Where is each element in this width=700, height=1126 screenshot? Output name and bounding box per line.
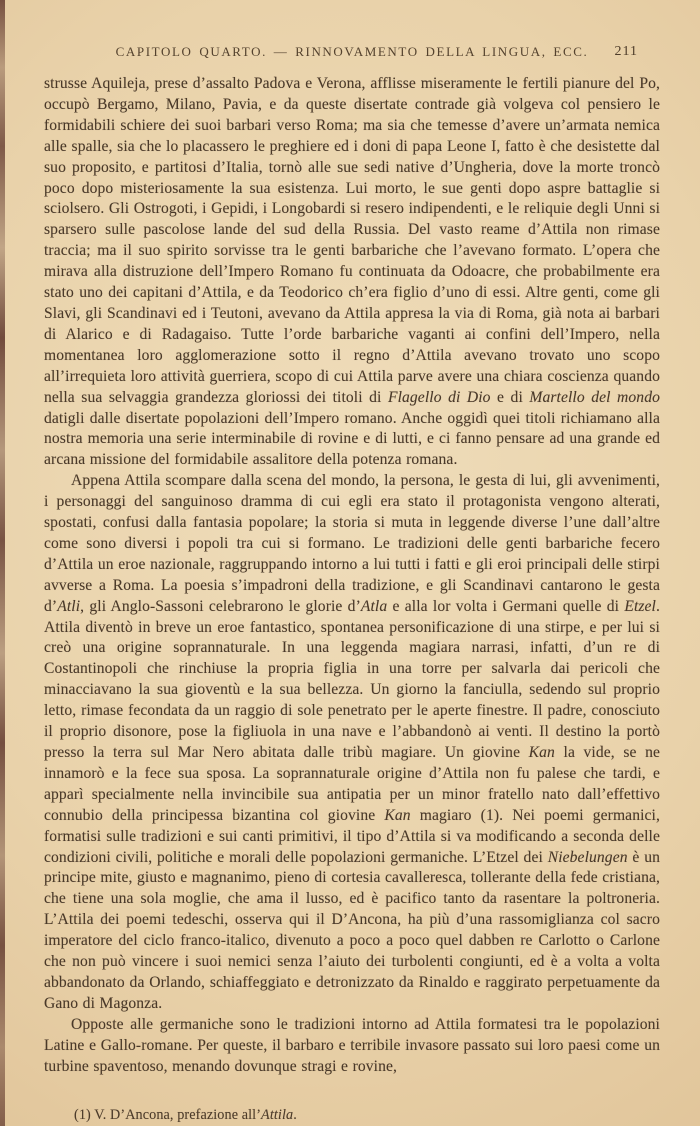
text-run: . <box>293 1106 297 1123</box>
italic-text: Flagello di Dio <box>387 388 491 406</box>
body-text <box>44 74 660 1078</box>
italic-text: Kan <box>384 806 411 824</box>
text-run: strusse Aquileja, prese d’assalto Padova e Verona, afflisse miseramente le fertili pianure del Po, occupò Bergamo, Milano, Pavia, e da queste disertate contrade già volgeva col pensiero le formidabili schiere dei suoi barbari verso Roma; ma sia che temesse d’avere un’armata nemica alle spalle, sia che lo placassero le preghiere ed i doni di papa Leone I, fatto è che desistette dal suo proposito, e partitosi d’Italia, tornò alle sue sedi native d’Ungheria, dove la morte troncò poco dopo misteriosamente la sua esistenza. Lui morto, le sue genti dopo aspre battaglie si sciolsero. Gli Ostrogoti, i Gepidi, i Longobardi si resero indipendenti, e le reliquie degli Unni si sparsero sulle pascolose lande del sud della Russia. Del vasto reame d’Attila non rimase traccia; ma il suo spirito sorvisse tra le genti barbariche che l’avevano formato. L’opera che mirava alla distruzione dell’Impero Romano fu continuata da Odoacre, che probabilmente era stato uno dei capitani d’Attila, e da Teodorico ch’era figlio d’uno di essi. Altre genti, come gli Slavi, gli Scandinavi ed i Teutoni, avevano da Attila appresa la via di Roma, già nota ai barbari di Alarico e di Radagaiso. Tutte l’orde barbariche vaganti ai confini dell’Impero, nella momentanea loro agglomerazione sotto il regno d’Attila avevano trovato uno scopo all’irrequieta loro attività guerriera, scopo di cui Attila parve avere una chiara coscienza quando nella sua selvaggia grandezza gloriossi dei titoli di <box>44 75 660 406</box>
text-run: magiaro (1). Nei poemi germanici, formatisi sulle tradizioni e sui canti primitivi, il tipo d’Attila si va modificando a seconda delle condizioni civili, politiche e morali delle popolazioni germaniche. L’Etzel dei <box>44 806 660 866</box>
italic-text: Kan <box>528 744 555 761</box>
italic-text: Martello del mondo <box>529 388 661 406</box>
text-run: Appena Attila scompare dalla scena del mondo, la persona, le gesta di lui, gli avvenimenti, i personaggi del sanguinoso dramma di cui egli era stato il protagonista vengono alterati, spostati, confusi dalla fantasia popolare; la storia si muta in leggende diverse l’une dall’altre come sono diversi i popoli tra cui si formano. Le tradizioni delle genti barbariche fecero d’Attila un eroe nazionale, raggruppando intorno a lui tutti i fatti e gli eroi principali delle stirpi avverse a Roma. La poesia s’impadroni della tradizione, e gli Scandinavi cantarono le gesta d’ <box>44 472 660 615</box>
text-run: , gli Anglo-Sassoni celebrarono le glorie d’ <box>80 597 361 615</box>
text-run: la vide, se ne innamorò e la fece sua sposa. La soprannaturale origine d’Attila non fu palese che tardi, e apparì specialmente nella invincibile sua antipatia per un minor fratello nato dall’effettivo connubio della principessa bizantina col giovine <box>44 744 660 824</box>
footnote <box>74 1106 634 1125</box>
text-run: . Attila diventò in breve un eroe fantastico, spontanea personificazione di una stirpe, e per lui si creò una origine soprannaturale. In una leggenda magiara narrasi, infatti, d’un re di Costantinopoli che rinchiuse la propria figlia in una torre per salvarla dai pericoli che minacciavano la sua gioventù e la sua bellezza. Un giorno la fanciulla, sedendo sul proprio letto, rimase fecondata da un raggio di sole penetrato per le aperte finestre. Il padre, conosciuto il proprio disonore, pose la figliuola in una nave e l’abbandonò ai venti. Il destino la portò presso la terra sul Mar Nero abitata dalle tribù magiare. Un giovine <box>44 597 660 761</box>
italic-text: Atli <box>57 597 81 615</box>
italic-text: Attila <box>261 1106 294 1123</box>
italic-text: Etzel <box>624 597 656 615</box>
text-run: Opposte alle germaniche sono le tradizioni intorno ad Attila formatesi tra le popolazioni Latine e Gallo-romane. Per queste, il barbaro e terribile invasore passato sui loro paesi come un turbine spaventoso, menando dovunque stragi e rovine, <box>44 1015 660 1075</box>
paragraph <box>44 471 660 1015</box>
paragraph <box>44 1015 660 1078</box>
text-run: (1) V. D’Ancona, prefazione all’ <box>74 1106 262 1123</box>
text-run: è un principe mite, giusto e magnanimo, pieno di cortesia cavalleresca, tollerante della fede cristiana, che tiene una sola moglie, che ama il lusso, ed è pacifico tanto da rasentare la poltroneria. L’Attila dei poemi tedeschi, osserva qui il D’Ancona, ha più d’una rassomiglianza col sacro imperatore del ciclo franco-italico, divenuto a poco a poco quel dabben re Carlotto o Carlone che non può vincere i suoi nemici senza l’aiuto dei turbolenti congiunti, ed è a volta a volta abbandonato da Orlando, schiaffeggiato e detronizzato da Rinaldo e raggirato perpetuamente da Gano di Magonza. <box>44 848 661 1012</box>
text-run: e di <box>490 388 530 406</box>
text-run: e alla lor volta i Germani quelle di <box>387 597 625 615</box>
text-run: datigli dalle disertate popolazioni dell’Impero romano. Anche oggidì quei titoli richiamano alla nostra memoria una serie interminabile di rovine e di lutti, e ci fanno pensare ad una grande ed arcana missione del formidabile assalitore della potenza romana. <box>44 409 660 469</box>
chapter-running-title: CAPITOLO QUARTO. — RINNOVAMENTO DELLA LINGUA, ECC. <box>115 44 589 59</box>
italic-text: Niebelungen <box>547 848 628 866</box>
page-number: 211 <box>614 44 638 59</box>
page-header <box>44 44 660 68</box>
book-edge-strip <box>0 0 5 1126</box>
italic-text: Atla <box>360 597 388 615</box>
paragraph <box>44 74 660 471</box>
